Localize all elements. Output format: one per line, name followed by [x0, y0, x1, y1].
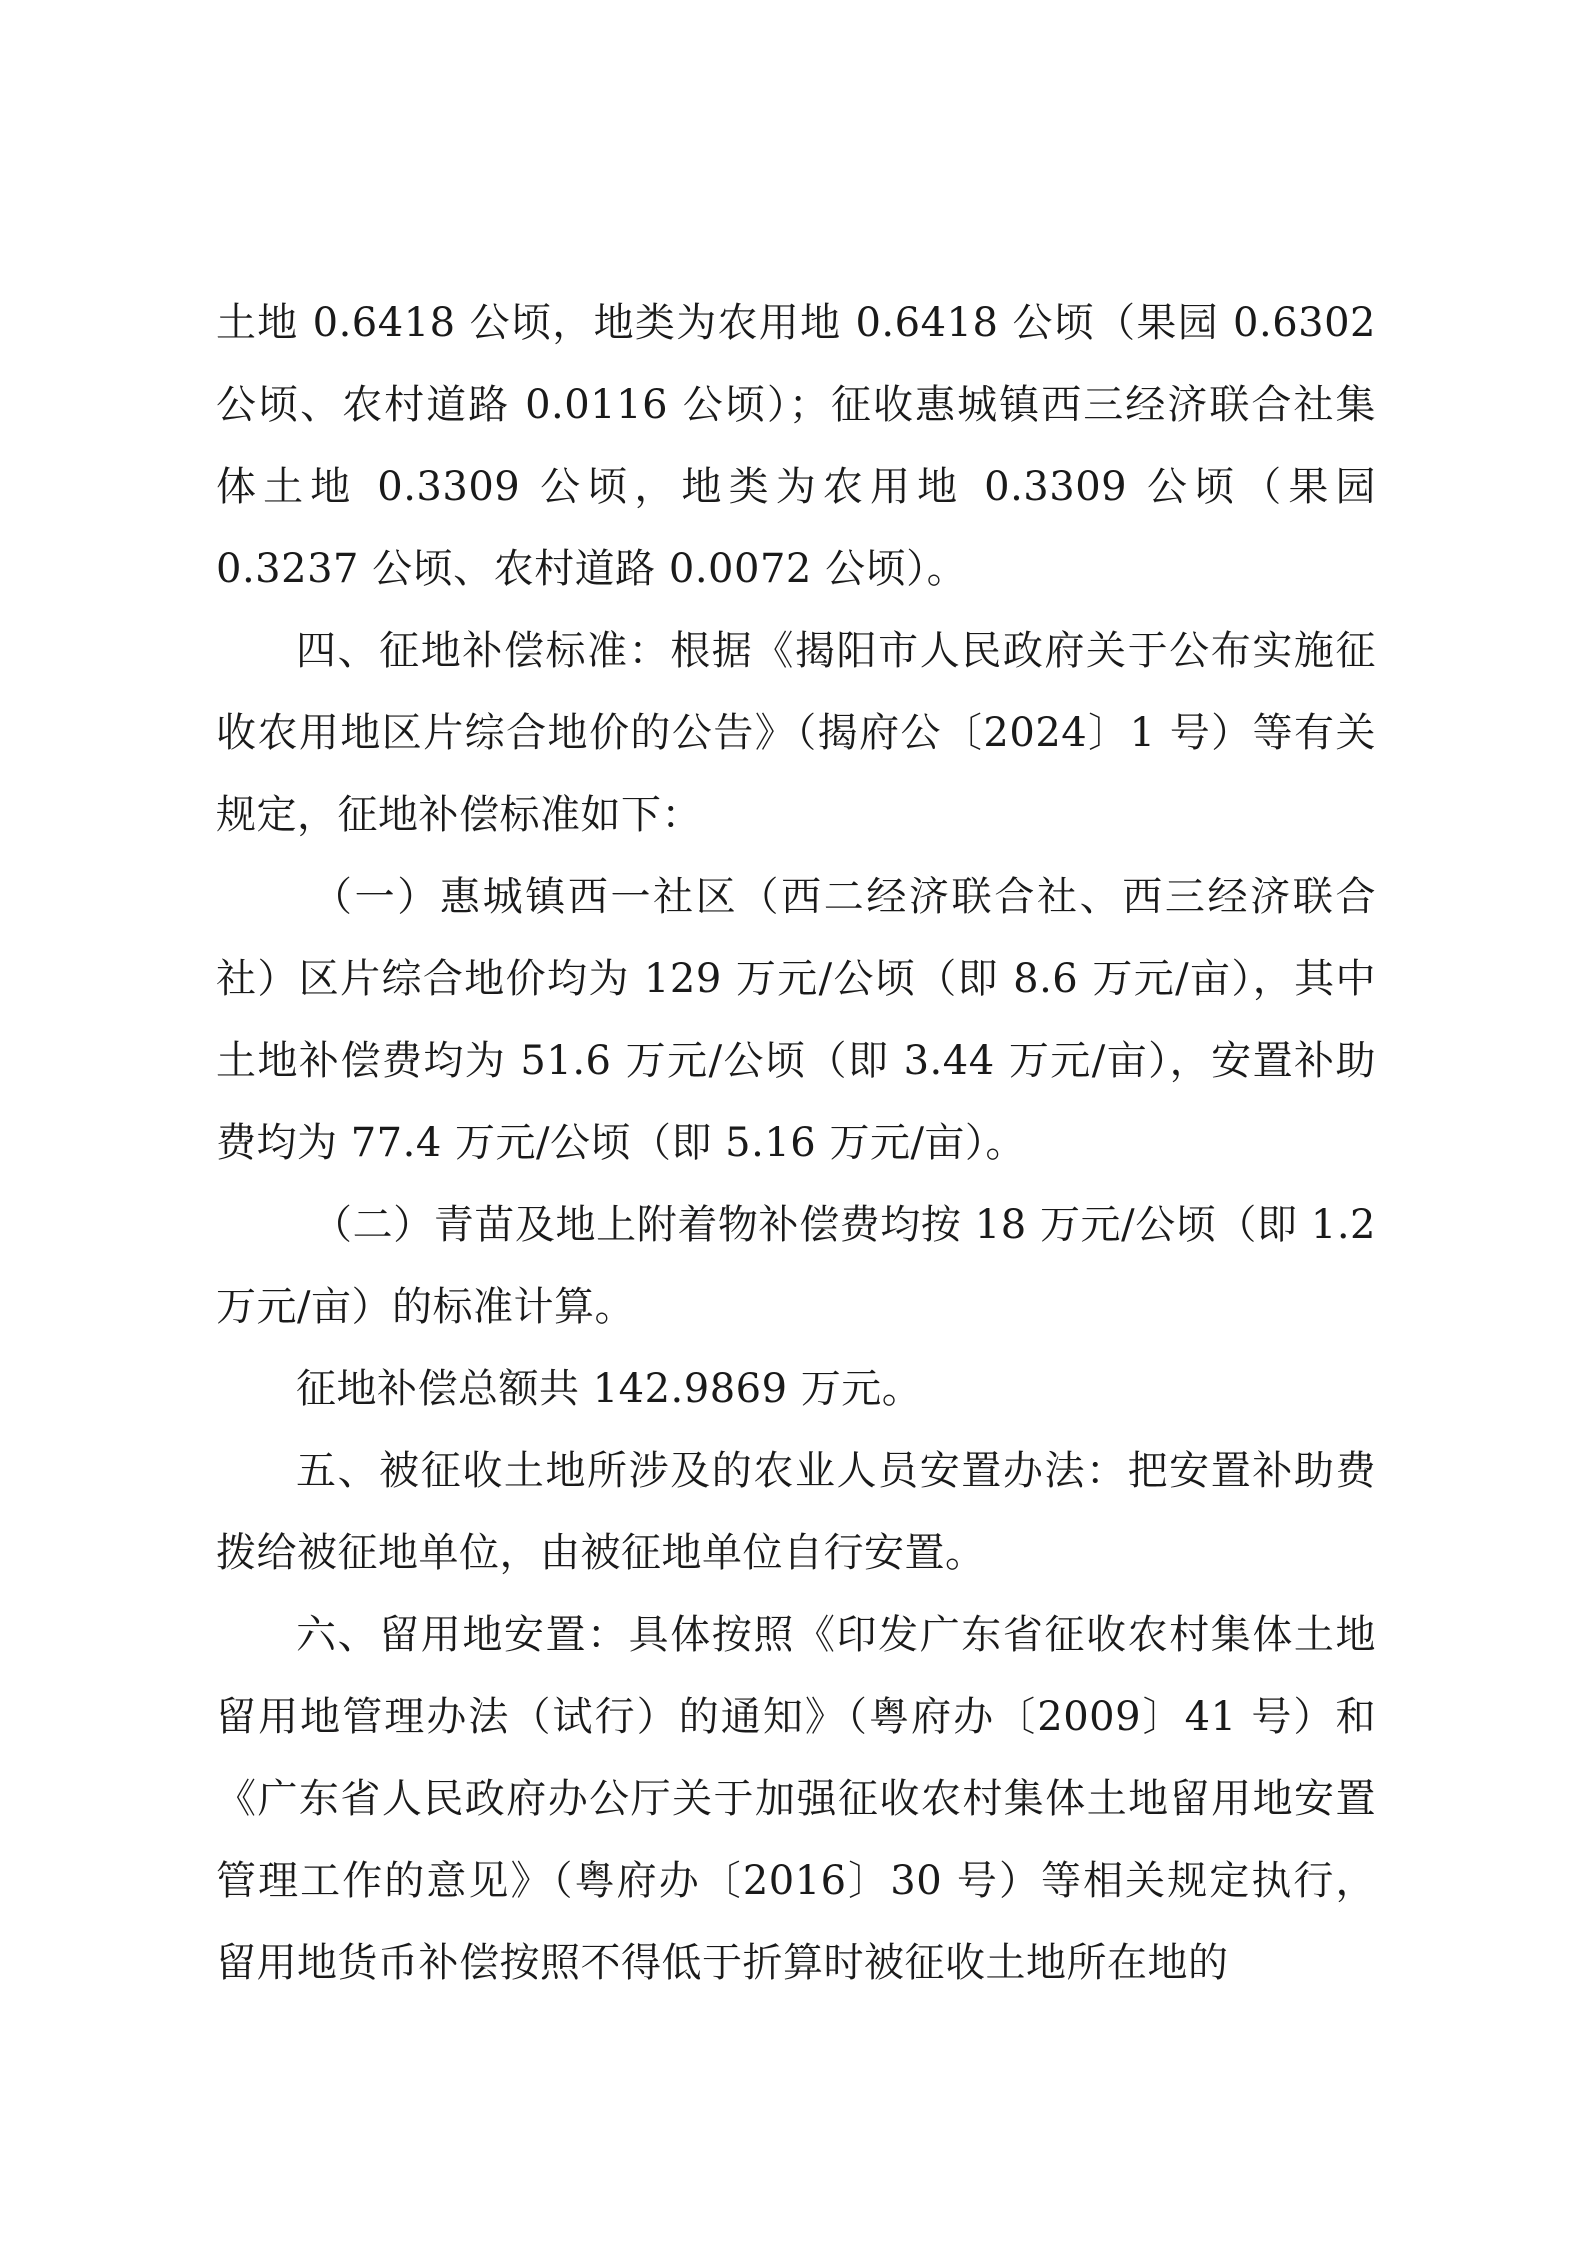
paragraph-compensation-standard: 四、征地补偿标准：根据《揭阳市人民政府关于公布实施征收农用地区片综合地价的公告》（揭府公〔2024〕1 号）等有关规定，征地补偿标准如下： [216, 628, 1376, 838]
paragraph-item-one: （一）惠城镇西一社区（西二经济联合社、西三经济联合社）区片综合地价均为 129 万元/公顷（即 8.6 万元/亩），其中土地补偿费均为 51.6 万元/公顷（即 3.44 万元/亩），安置补助费均为 77.4 万元/公顷（即 5.16 万元/亩）。 [216, 874, 1376, 1166]
paragraph-land-area-continued: 土地 0.6418 公顷，地类为农用地 0.6418 公顷（果园 0.6302 公顷、农村道路 0.0116 公顷）；征收惠城镇西三经济联合社集体土地 0.3309 公顷，地类为农用地 0.3309 公顷（果园 0.3237 公顷、农村道路 0.0072 公顷）。 [216, 300, 1376, 592]
paragraph-item-two: （二）青苗及地上附着物补偿费均按 18 万元/公顷（即 1.2 万元/亩）的标准计算。 [216, 1202, 1376, 1330]
paragraph-resettlement: 五、被征收土地所涉及的农业人员安置办法：把安置补助费拨给被征地单位，由被征地单位自行安置。 [216, 1448, 1376, 1576]
document-body [216, 282, 1376, 2004]
paragraph-total-compensation: 征地补偿总额共 142.9869 万元。 [296, 1366, 923, 1412]
paragraph-reserved-land: 六、留用地安置：具体按照《印发广东省征收农村集体土地留用地管理办法（试行）的通知》（粤府办〔2009〕41 号）和《广东省人民政府办公厅关于加强征收农村集体土地留用地安置管理工作的意见》（粤府办〔2016〕30 号）等相关规定执行，留用地货币补偿按照不得低于折算时被征收土地所在地的 [216, 1612, 1376, 1986]
